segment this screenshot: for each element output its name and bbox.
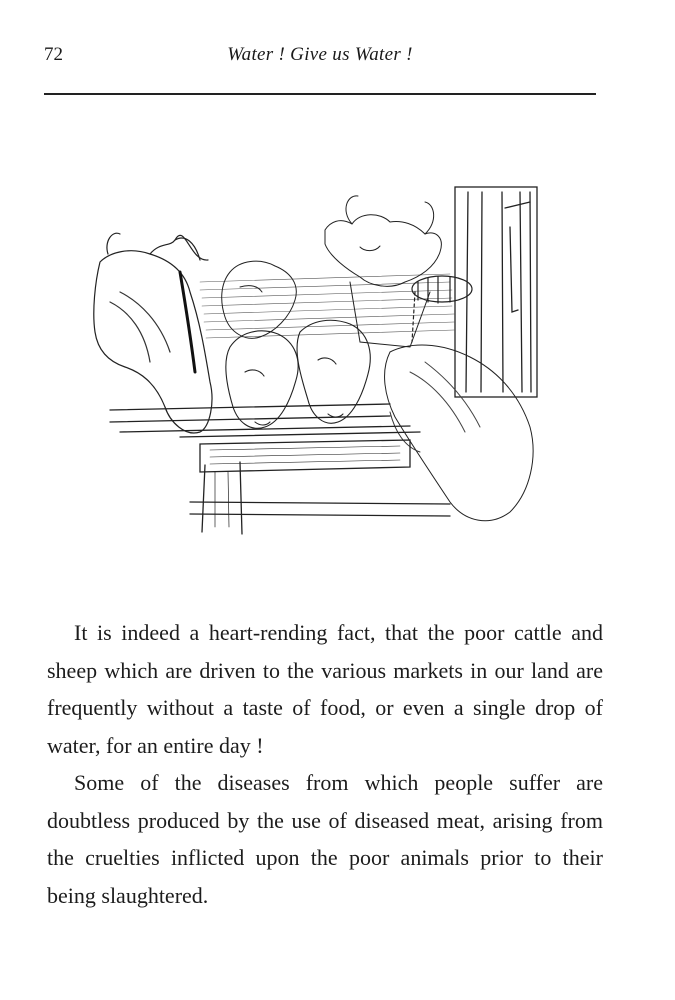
post [455, 187, 537, 397]
header-rule [44, 93, 596, 95]
fence-post-lower [190, 462, 450, 534]
page-number: 72 [44, 44, 63, 65]
paragraph-2: Some of the diseases from which people suffer are doubtless produced by the use of diseased meat, arising from the cruelties inflicted upon the poor animals prior to their being slaughtered. [47, 770, 603, 908]
trough [110, 404, 420, 472]
bull-head [94, 233, 212, 433]
sheep-head-back [222, 261, 297, 338]
page-header [44, 44, 596, 74]
body-text [47, 614, 603, 914]
background-hatching [200, 274, 454, 338]
illustration-animals-at-trough [90, 182, 560, 542]
paragraph-1: It is indeed a heart-rending fact, that the poor cattle and sheep which are driven to the various markets in our land are frequently without a taste of food, or even a single drop of water, for an entire day ! [47, 620, 603, 758]
sheep-head-middle [226, 331, 298, 428]
running-title: Water ! Give us Water ! [227, 44, 413, 65]
water-tap [412, 276, 472, 342]
